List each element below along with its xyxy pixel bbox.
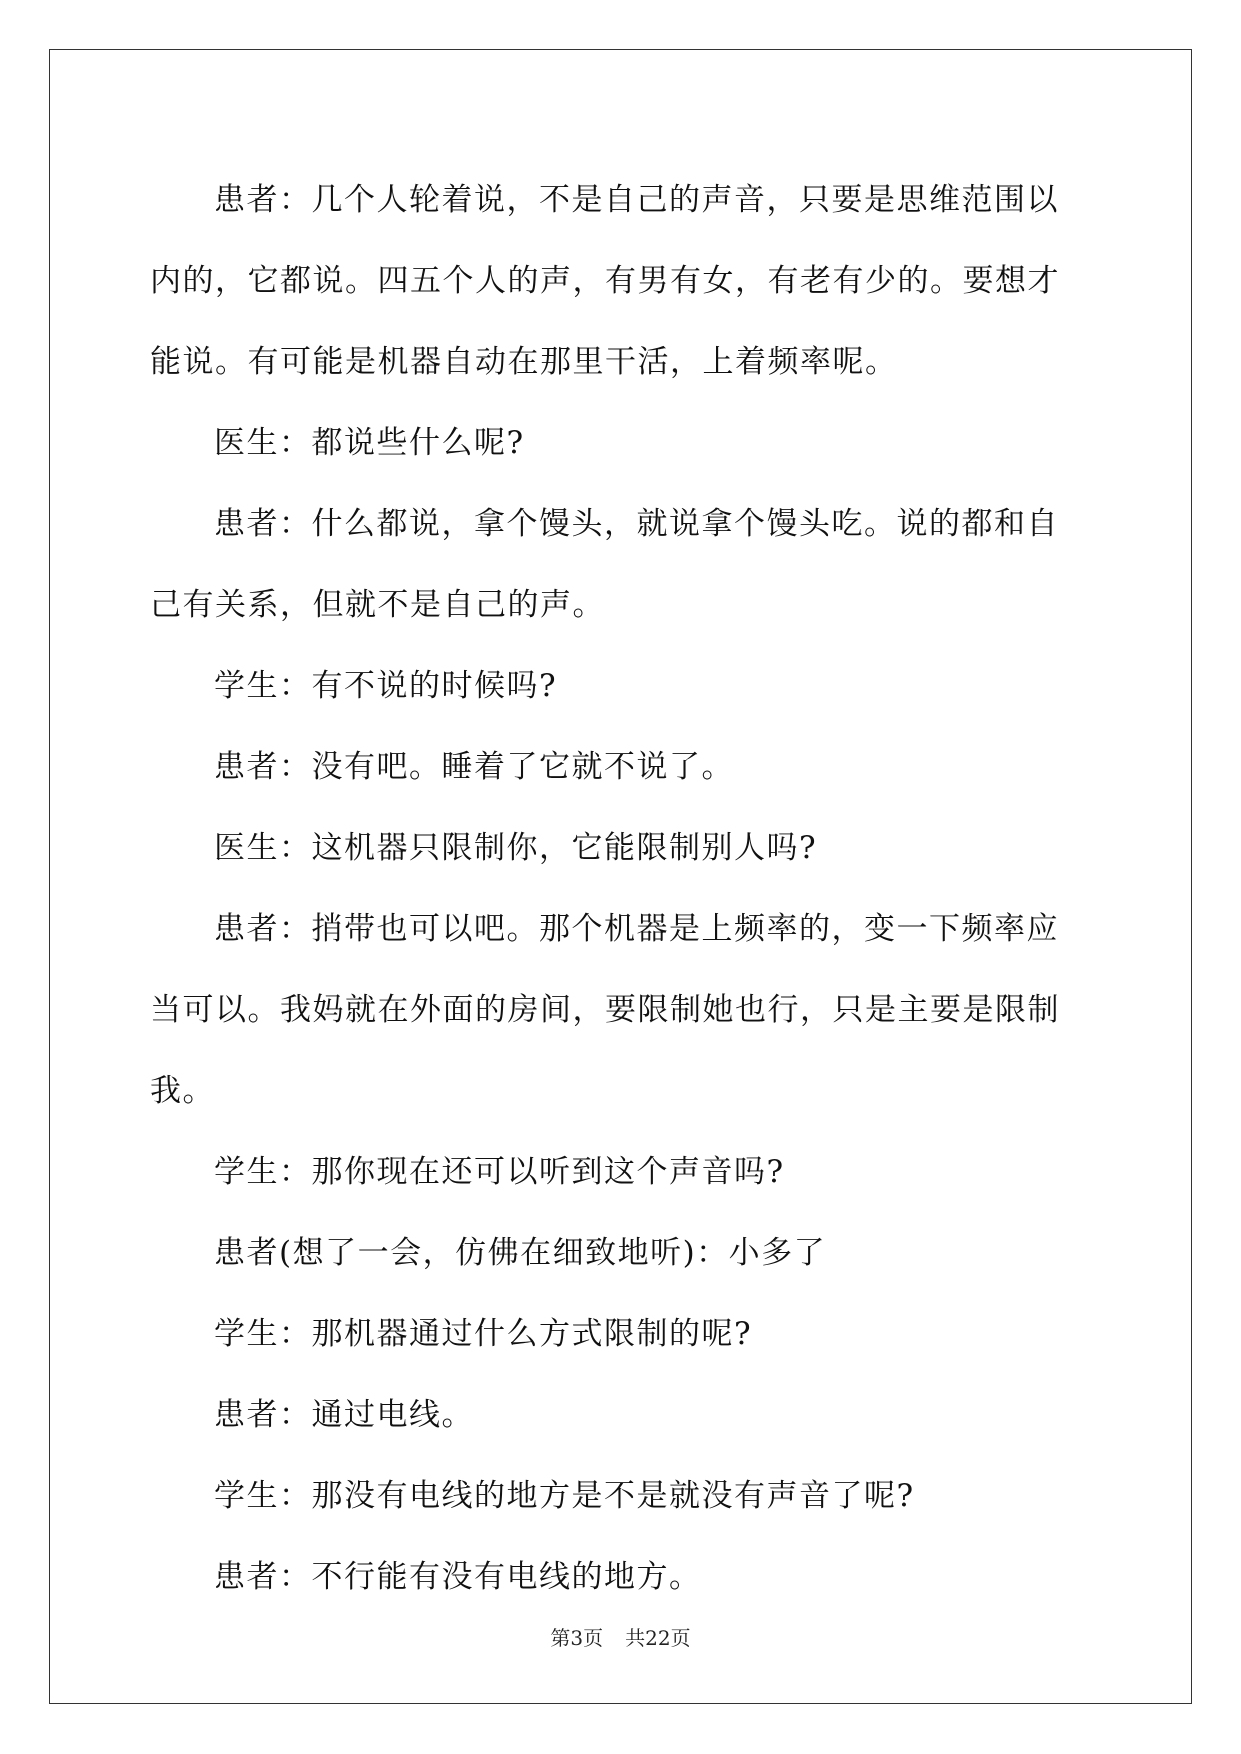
paragraph: 学生：那你现在还可以听到这个声音吗? [214, 1154, 785, 1190]
paragraph: 患者：通过电线。 [214, 1397, 474, 1433]
paragraph: 学生：那没有电线的地方是不是就没有声音了呢? [214, 1478, 915, 1514]
paragraph: 患者：没有吧。睡着了它就不说了。 [214, 749, 734, 785]
paragraph: 患者：几个人轮着说，不是自己的声音，只要是思维范围以内的，它都说。四五个人的声，有男有女，有老有少的。要想才能说。有可能是机器自动在那里干活，上着频率呢。 [150, 182, 1060, 380]
paragraph: 患者(想了一会，仿佛在细致地听)：小多了 [214, 1235, 827, 1271]
paragraph: 学生：有不说的时候吗? [214, 668, 558, 704]
paragraph: 学生：那机器通过什么方式限制的呢? [214, 1316, 753, 1352]
paragraph: 患者：不行能有没有电线的地方。 [214, 1559, 702, 1595]
page-footer [0, 1622, 1241, 1651]
document-body [150, 160, 1088, 1618]
paragraph: 患者：什么都说，拿个馒头，就说拿个馒头吃。说的都和自己有关系，但就不是自己的声。 [150, 506, 1059, 623]
page-number: 第3页 [550, 1626, 604, 1650]
paragraph: 患者：捎带也可以吧。那个机器是上频率的，变一下频率应当可以。我妈就在外面的房间，要限制她也行，只是主要是限制我。 [150, 911, 1060, 1109]
page-total: 共22页 [625, 1626, 691, 1650]
paragraph: 医生：这机器只限制你，它能限制别人吗? [214, 830, 818, 866]
paragraph: 医生：都说些什么呢? [214, 425, 525, 461]
